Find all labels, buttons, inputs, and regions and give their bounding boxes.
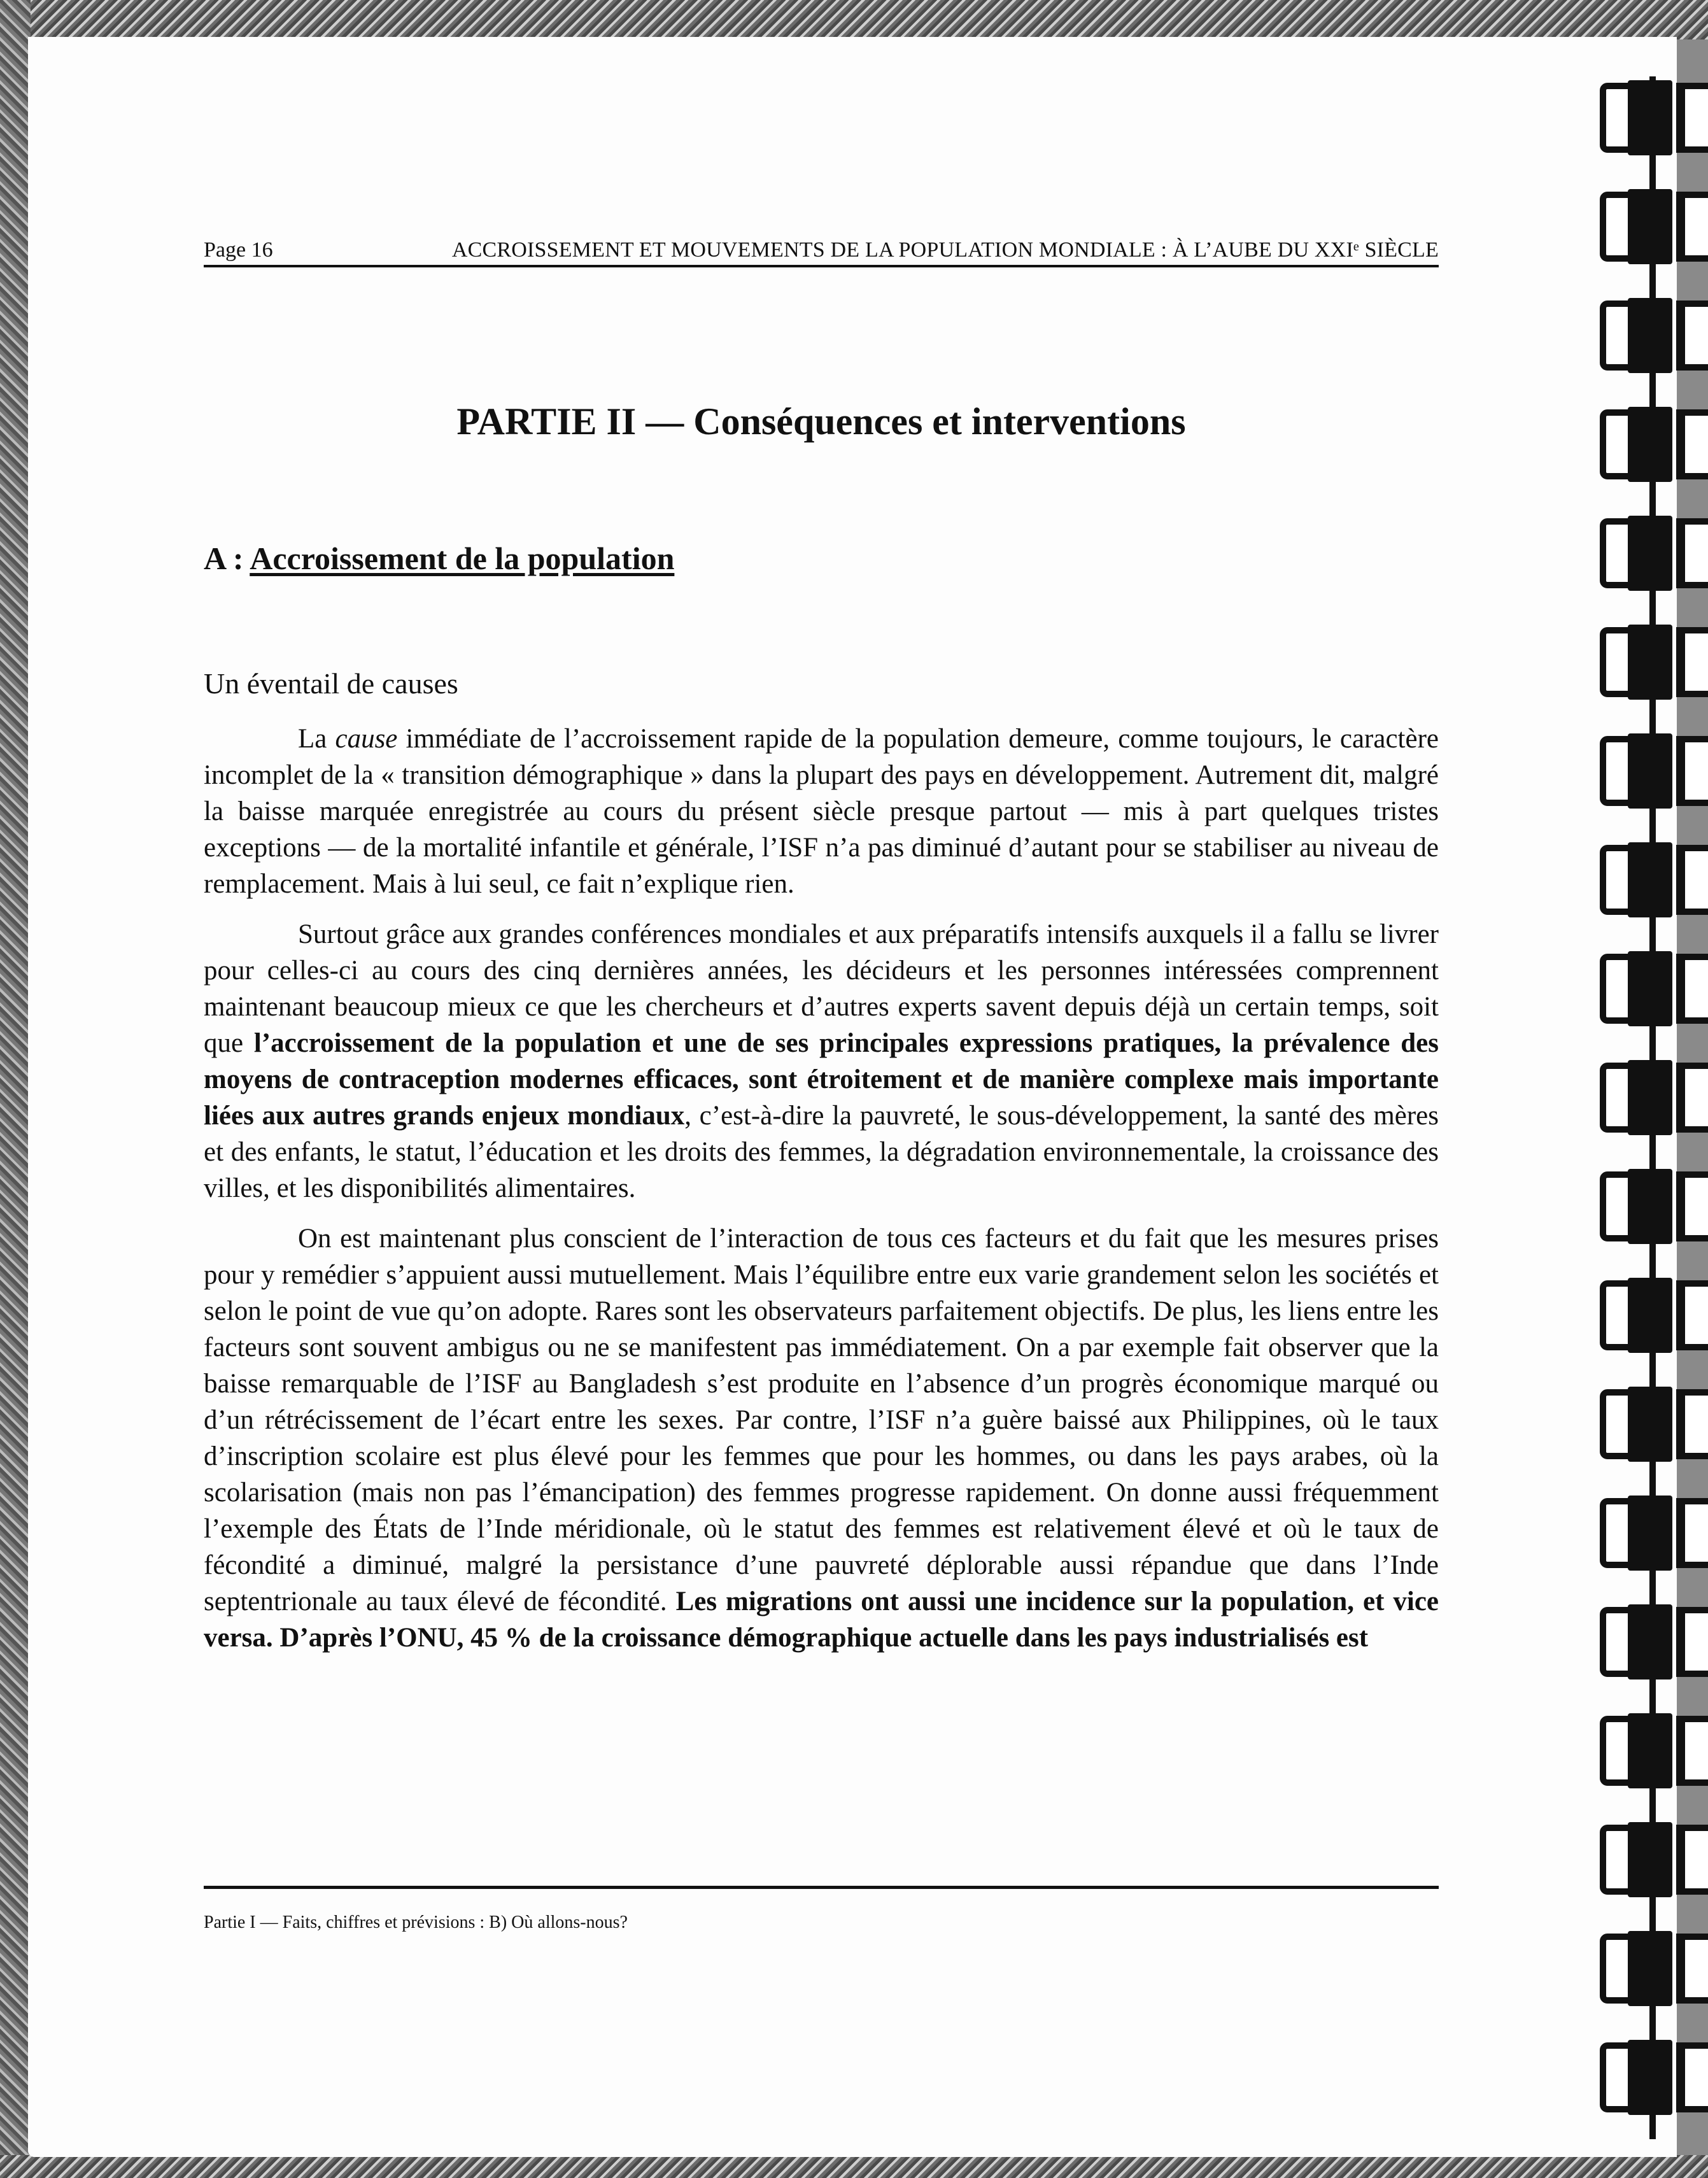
paragraph-2-text-b: , c’est-à-dire la pauvreté, le sous-développement, la santé des mères et des enfants, le statut, l’éducation et les droits des femmes, la dégradation environnementale, la croissance des villes, et les disponibilités alimentaires. [204, 1101, 1439, 1203]
binding-coil [1600, 294, 1708, 377]
paragraph-2-bold: l’accroissement de la population et une de ses principales expressions pratiques, la prévalence des moyens de contraception modernes efficaces, sont étroitement et de manière complexe mais importante liées aux autres grands enjeux mondiaux [204, 1028, 1439, 1131]
paragraph-2-text-a: Surtout grâce aux grandes conférences mondiales et aux préparatifs intensifs auxquels il a fallu se livrer pour celles-ci au cours des cinq dernières années, les décideurs et les personnes intéressées comprennent maintenant beaucoup mieux ce que les chercheurs et d’autres experts savent depuis déjà un certain temps, soit que [204, 919, 1439, 1058]
binding-coil [1600, 1165, 1708, 1248]
body-text [204, 721, 1439, 1670]
paragraph-3-text-a: On est maintenant plus conscient de l’interaction de tous ces facteurs et du fait que les mesures prises pour y remédier s’appuient aussi mutuellement. Mais l’équilibre entre eux varie grandement selon les sociétés et selon le point de vue qu’on adopte. Rares sont les observateurs parfaitement objectifs. De plus, les liens entre les facteurs sont souvent ambigus ou ne se manifestent pas immédiatement. On a par exemple fait observer que la baisse remarquable de l’ISF au Bangladesh s’est produite en l’absence d’un progrès économique marqué ou d’un rétrécissement de l’écart entre les sexes. Par contre, l’ISF n’a guère baissé aux Philippines, où le taux d’inscription scolaire est plus élevé pour les femmes que pour les hommes, ou dans les pays arabes, où la scolarisation (mais non pas l’émancipation) des femmes progresse rapidement. On donne aussi fréquemment l’exemple des États de l’Inde méridionale, où le statut des femmes est relativement élevé et où le taux de fécondité a diminué, malgré la persistance d’une pauvreté déplorable aussi répandue que dans l’Inde septentrionale au taux élevé de fécondité. [204, 1224, 1439, 1616]
scan-edge-left [0, 0, 31, 2178]
binding-coil [1600, 1274, 1708, 1357]
binding-coil [1600, 76, 1708, 159]
binding-coil [1600, 1056, 1708, 1139]
page-number: Page 16 [204, 238, 273, 262]
binding-coil [1600, 1492, 1708, 1574]
paragraph-2 [204, 916, 1439, 1206]
paragraph-3 [204, 1220, 1439, 1656]
paragraph-1-italic: cause [335, 724, 398, 754]
binding-coil [1600, 1709, 1708, 1792]
binding-coil [1600, 512, 1708, 595]
binding-coil [1600, 185, 1708, 268]
binding-coil [1600, 1383, 1708, 1466]
binding-coil [1600, 1927, 1708, 2010]
binding-coil [1600, 403, 1708, 486]
paragraph-3-bold: Les migrations ont aussi une incidence sur la population, et vice versa. D’après l’ONU, 45 % de la croissance démographique actuelle dans les pays industrialisés est [204, 1587, 1439, 1653]
footer-rule [204, 1886, 1439, 1889]
part-title: PARTIE II — Conséquences et interventions [456, 400, 1186, 442]
paragraph-1-text-a: La [298, 724, 335, 754]
scan-edge-top [0, 0, 1708, 39]
paragraph-1-text-b: immédiate de l’accroissement rapide de la population demeure, comme toujours, le caractère incomplet de la « transition démographique » dans la plupart des pays en développement. Autrement dit, malgré la baisse marquée enregistrée au cours du présent siècle presque partout — mis à part quelques tristes exceptions — de la mortalité infantile et générale, l’ISF n’a pas diminué d’autant pour se stabiliser au niveau de remplacement. Mais à lui seul, ce fait n’explique rien. [204, 724, 1439, 899]
binding-coil [1600, 1818, 1708, 1901]
scan-edge-bottom [0, 2155, 1708, 2178]
binding-coil [1600, 621, 1708, 704]
running-header [204, 233, 1439, 267]
running-title: ACCROISSEMENT ET MOUVEMENTS DE LA POPULATION MONDIALE : À L’AUBE DU XXIᵉ SIÈCLE [451, 238, 1439, 262]
binding-coil [1600, 2036, 1708, 2119]
paragraph-1 [204, 721, 1439, 902]
section-label: A : [204, 541, 250, 576]
section-heading [204, 540, 674, 577]
subheading: Un éventail de causes [204, 667, 458, 700]
binding-coil [1600, 838, 1708, 921]
footer-text: Partie I — Faits, chiffres et prévisions : B) Où allons-nous? [204, 1913, 628, 1932]
binding-coil [1600, 730, 1708, 812]
section-title: Accroissement de la population [250, 541, 675, 576]
spiral-binding [1588, 76, 1708, 2139]
binding-coil [1600, 1601, 1708, 1683]
binding-coil [1600, 947, 1708, 1030]
